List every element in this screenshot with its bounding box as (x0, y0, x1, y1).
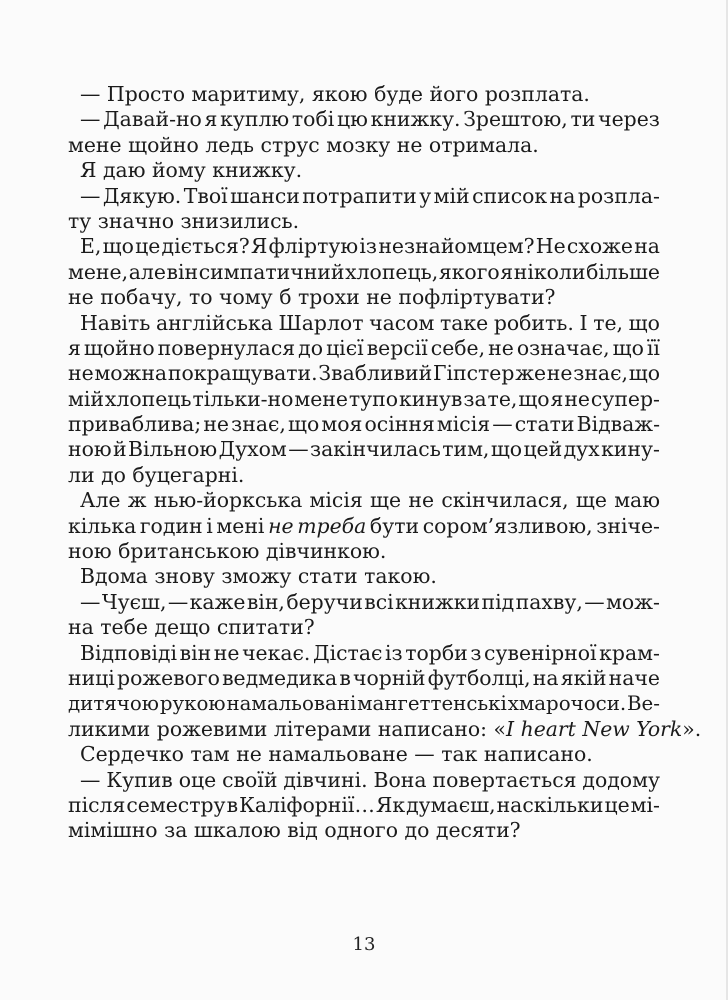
word: знизились. (180, 208, 300, 233)
word: футболці, (427, 665, 531, 690)
word: «I (493, 716, 515, 741)
word: наскільки (496, 792, 604, 817)
word: закінчилась (309, 437, 441, 462)
text-line (68, 615, 660, 640)
word: якого (438, 259, 500, 284)
word: Купив (106, 767, 173, 792)
word: незнайомцем? (378, 234, 535, 259)
word: хлопець (104, 386, 192, 411)
word: Відваж- (576, 412, 660, 437)
word: Вона (373, 767, 427, 792)
word: так (441, 742, 478, 767)
word: із (385, 640, 403, 665)
word: до (404, 818, 430, 843)
word: із (359, 234, 378, 259)
word: покращувати. (167, 361, 318, 386)
word: англійська (155, 310, 273, 335)
word: — (80, 82, 101, 106)
word: Відповіді (80, 640, 178, 665)
word: всі (364, 589, 394, 614)
word: можна (94, 361, 168, 386)
word: на (68, 615, 94, 640)
word: щойно (83, 335, 155, 360)
word: куплю (220, 107, 290, 132)
text-line (68, 336, 660, 361)
word: не (366, 285, 392, 310)
word: я (550, 386, 564, 411)
text-line (68, 234, 660, 259)
word: ж (127, 488, 147, 513)
text-line (68, 437, 660, 462)
word: що (612, 335, 644, 360)
word (582, 717, 629, 742)
word: ледь (205, 132, 255, 157)
word: те, (487, 386, 518, 411)
word: я (68, 335, 81, 360)
word: на (549, 183, 576, 208)
text-line (68, 463, 660, 488)
word: струс (260, 132, 320, 157)
word: намальовані (226, 692, 357, 716)
italic-text: I (506, 716, 515, 741)
text-line (68, 768, 660, 793)
word: тебе (100, 615, 148, 640)
word: шкалою (193, 818, 281, 843)
word: ною (68, 437, 112, 462)
word: якій (560, 665, 607, 690)
word: але (128, 259, 166, 284)
word: не (396, 132, 423, 157)
italic-text: New (582, 716, 630, 741)
word: торби (405, 640, 468, 665)
word: що (288, 412, 320, 437)
word: буде (374, 82, 423, 106)
word: Звабливий (318, 361, 433, 386)
word: список (472, 183, 548, 208)
word: розпла- (577, 183, 660, 208)
word: І (579, 310, 588, 335)
word: беручи (286, 589, 363, 614)
word: мені (216, 513, 265, 538)
italic-text: треба (297, 513, 367, 538)
word: мене (294, 386, 348, 411)
word: моя (321, 412, 363, 437)
word: не (564, 386, 590, 411)
word: там (190, 742, 230, 767)
word: тим, (442, 437, 490, 462)
word: тобі (291, 107, 335, 132)
word: маю (614, 488, 660, 513)
word: і (206, 513, 213, 538)
word: що (102, 234, 134, 259)
word: тільки-но (192, 386, 294, 411)
word: мене, (68, 259, 129, 284)
word: мозку (326, 132, 391, 157)
word: книжку. (370, 107, 461, 132)
word: шанси (230, 183, 300, 208)
word: чекає. (242, 640, 311, 665)
word: Я (80, 158, 97, 183)
word: я (500, 259, 514, 284)
word: часом (369, 310, 435, 335)
word: супер- (590, 386, 660, 411)
text-line (68, 82, 660, 107)
word: побачу, (100, 285, 183, 310)
word: дівчині. (283, 767, 368, 792)
word: не (236, 742, 262, 767)
word (297, 514, 366, 539)
text-line (68, 285, 660, 310)
word: кину- (601, 437, 660, 462)
word: він, (246, 589, 285, 614)
word: мій (68, 386, 104, 411)
word: Як (375, 792, 406, 817)
word: це (604, 792, 630, 817)
text-line (68, 158, 660, 183)
text-line (68, 742, 660, 767)
text-line (68, 666, 660, 691)
text-line (68, 793, 660, 818)
word: цю (336, 107, 368, 132)
text-line (68, 107, 660, 132)
text-line (68, 691, 660, 716)
word: схоже (566, 234, 633, 259)
word: стати (297, 564, 358, 589)
word: якою (311, 82, 368, 106)
word: Шарлот (278, 310, 364, 335)
word: Вдома (80, 564, 148, 589)
word: трохи (297, 285, 360, 310)
word: кинув (398, 386, 463, 411)
word: York». (636, 716, 702, 741)
word: одного (324, 818, 399, 843)
word: ниці (68, 665, 115, 690)
word: ти (570, 107, 596, 132)
word: не (68, 361, 94, 386)
text-line (68, 818, 660, 843)
word: не (203, 412, 229, 437)
word: Ве- (627, 692, 660, 716)
word: не (488, 335, 514, 360)
word: діється? (161, 234, 250, 259)
text-line (68, 564, 660, 589)
word: мімішно (68, 818, 158, 843)
word: що (490, 437, 523, 462)
word: Духом (218, 437, 287, 462)
word: — (414, 742, 435, 767)
word: Дякую. (102, 183, 182, 208)
text-line (68, 361, 660, 386)
word: книжки (395, 589, 481, 614)
word: що (628, 361, 660, 386)
word: Просто (106, 82, 185, 106)
word: ніколи (513, 259, 586, 284)
word: Твої (183, 183, 228, 208)
word: — (80, 183, 101, 208)
word: крам- (599, 640, 660, 665)
word: тупо (348, 386, 399, 411)
word: семестру (126, 792, 226, 817)
word: фліртую (268, 234, 359, 259)
word: Зрештою, (463, 107, 568, 132)
word: дух (563, 437, 600, 462)
word: наче (608, 665, 660, 690)
word: спитати? (216, 615, 315, 640)
word: ту (68, 208, 92, 233)
word: не (213, 640, 240, 665)
word: Чуєш, (101, 589, 167, 614)
word: дитячою (68, 692, 159, 716)
word: він (166, 259, 199, 284)
word: місія (436, 412, 491, 437)
word: у (419, 183, 432, 208)
word: не (546, 361, 573, 386)
word: мі- (630, 792, 660, 817)
word: книжку. (212, 158, 303, 183)
word: Е, (80, 234, 102, 259)
word: не (68, 285, 94, 310)
word: повертається (432, 767, 577, 792)
word: до (298, 335, 324, 360)
word: на (634, 234, 660, 259)
word: значно (97, 208, 175, 233)
word: цей (523, 437, 563, 462)
word: після (68, 792, 126, 817)
word: Не (535, 234, 566, 259)
word: в (339, 665, 351, 690)
word: написано. (483, 742, 593, 767)
word: йому (151, 158, 206, 183)
word: рожевого (117, 665, 220, 690)
word: осіння (364, 412, 435, 437)
word: розплата. (484, 82, 590, 106)
text-line (68, 716, 702, 742)
word: що (518, 386, 550, 411)
word: каже (189, 589, 246, 614)
word: ною (68, 539, 112, 564)
word (521, 717, 576, 742)
word: Гіпстер (432, 361, 515, 386)
word: знову (154, 564, 215, 589)
text-line (68, 488, 660, 513)
word: — (167, 589, 189, 614)
word: додому (582, 767, 660, 792)
word: знає, (231, 412, 286, 437)
word: Вільною (128, 437, 218, 462)
word: кілька (68, 513, 137, 538)
word: написано: (377, 716, 488, 741)
word: рожевими (156, 716, 268, 741)
word: своїй (222, 767, 278, 792)
word: з (470, 640, 482, 665)
word: стати (514, 412, 575, 437)
word: — (492, 412, 513, 437)
word: такою. (364, 564, 437, 589)
word: даю (102, 158, 146, 183)
word: буцегарні. (132, 462, 245, 487)
word: чому (219, 285, 273, 310)
word: пахву, (515, 589, 583, 614)
text-line (68, 133, 660, 158)
word: себе, (430, 335, 486, 360)
text-line (68, 260, 660, 285)
word: Я (250, 234, 268, 259)
word: Каліфорнії… (239, 792, 375, 817)
word: симпатичний (198, 259, 345, 284)
word: зніче- (596, 513, 660, 538)
word: через (598, 107, 660, 132)
word: Дістає (313, 640, 383, 665)
word: отримала. (428, 132, 539, 157)
word: то (188, 285, 213, 310)
word: ще (370, 488, 402, 513)
text-line (68, 311, 660, 336)
italic-text: heart (520, 716, 576, 741)
word: — (80, 107, 101, 132)
word: до (101, 462, 126, 487)
text-line (68, 641, 660, 666)
word: британською (118, 539, 260, 564)
word: сором’язливою, (422, 513, 593, 538)
word: означає, (516, 335, 610, 360)
word: — (288, 437, 309, 462)
word: Сердечко (80, 742, 184, 767)
word: зможу (221, 564, 292, 589)
word: дещо (154, 615, 211, 640)
word: її (646, 335, 660, 360)
page-number: 13 (352, 934, 376, 955)
word: оце (178, 767, 217, 792)
word: нью-йоркська (153, 488, 303, 513)
word: цієї (326, 335, 364, 360)
word: мангеттенські (357, 692, 507, 716)
word: рукою (159, 692, 226, 716)
word: під (481, 589, 515, 614)
word: — (584, 589, 605, 614)
word: же (515, 361, 547, 386)
word: на (532, 665, 559, 690)
word: хмарочоси. (507, 692, 627, 716)
word: знає, (573, 361, 628, 386)
word: робить. (493, 310, 574, 335)
word: літерами (273, 716, 372, 741)
word: потрапити (302, 183, 417, 208)
word: те, (593, 310, 624, 335)
word: б (279, 285, 292, 310)
word: — (80, 767, 101, 792)
word: мож- (606, 589, 660, 614)
word: ликими (68, 716, 151, 741)
word: я (204, 107, 218, 132)
word: його (429, 82, 479, 106)
word (268, 514, 294, 539)
word: — (80, 589, 101, 614)
word: повернулася (157, 335, 296, 360)
text-line (68, 539, 660, 564)
word: й (113, 437, 127, 462)
word: більше (586, 259, 660, 284)
word: десяти? (435, 818, 521, 843)
text-line (68, 209, 660, 234)
word: мій (433, 183, 470, 208)
word: таке (439, 310, 489, 335)
word: ли (68, 462, 95, 487)
text-line (68, 412, 660, 437)
word: думаєш, (406, 792, 496, 817)
word: годин (139, 513, 203, 538)
word: не (408, 488, 435, 513)
word: це (135, 234, 161, 259)
word: за (463, 386, 487, 411)
word: ведмедика (222, 665, 338, 690)
word: Але (80, 488, 121, 513)
page-body-text (68, 82, 702, 844)
word: місія (309, 488, 363, 513)
word: намальоване (268, 742, 408, 767)
word: чорній (353, 665, 426, 690)
word: за (164, 818, 188, 843)
text-line (68, 184, 660, 209)
italic-text: не (268, 513, 294, 538)
word: приваблива; (68, 412, 202, 437)
word: дівчинкою. (265, 539, 387, 564)
word: версії (366, 335, 428, 360)
text-line (68, 387, 660, 412)
word: бути (369, 513, 420, 538)
word: маритиму, (191, 82, 306, 106)
word: Давай-но (103, 107, 202, 132)
word: скінчилася, (441, 488, 569, 513)
text-line (68, 590, 660, 615)
word: що (628, 310, 660, 335)
word: Навіть (80, 310, 151, 335)
word: він (179, 640, 212, 665)
word: пофліртувати? (398, 285, 556, 310)
word: щойно (128, 132, 199, 157)
text-line (68, 514, 660, 539)
word: сувенірної (484, 640, 597, 665)
word: від (287, 818, 318, 843)
italic-text: York (636, 716, 683, 741)
word: мене (68, 132, 122, 157)
word: ще (575, 488, 607, 513)
word: в (226, 792, 239, 817)
word: хлопець, (345, 259, 439, 284)
